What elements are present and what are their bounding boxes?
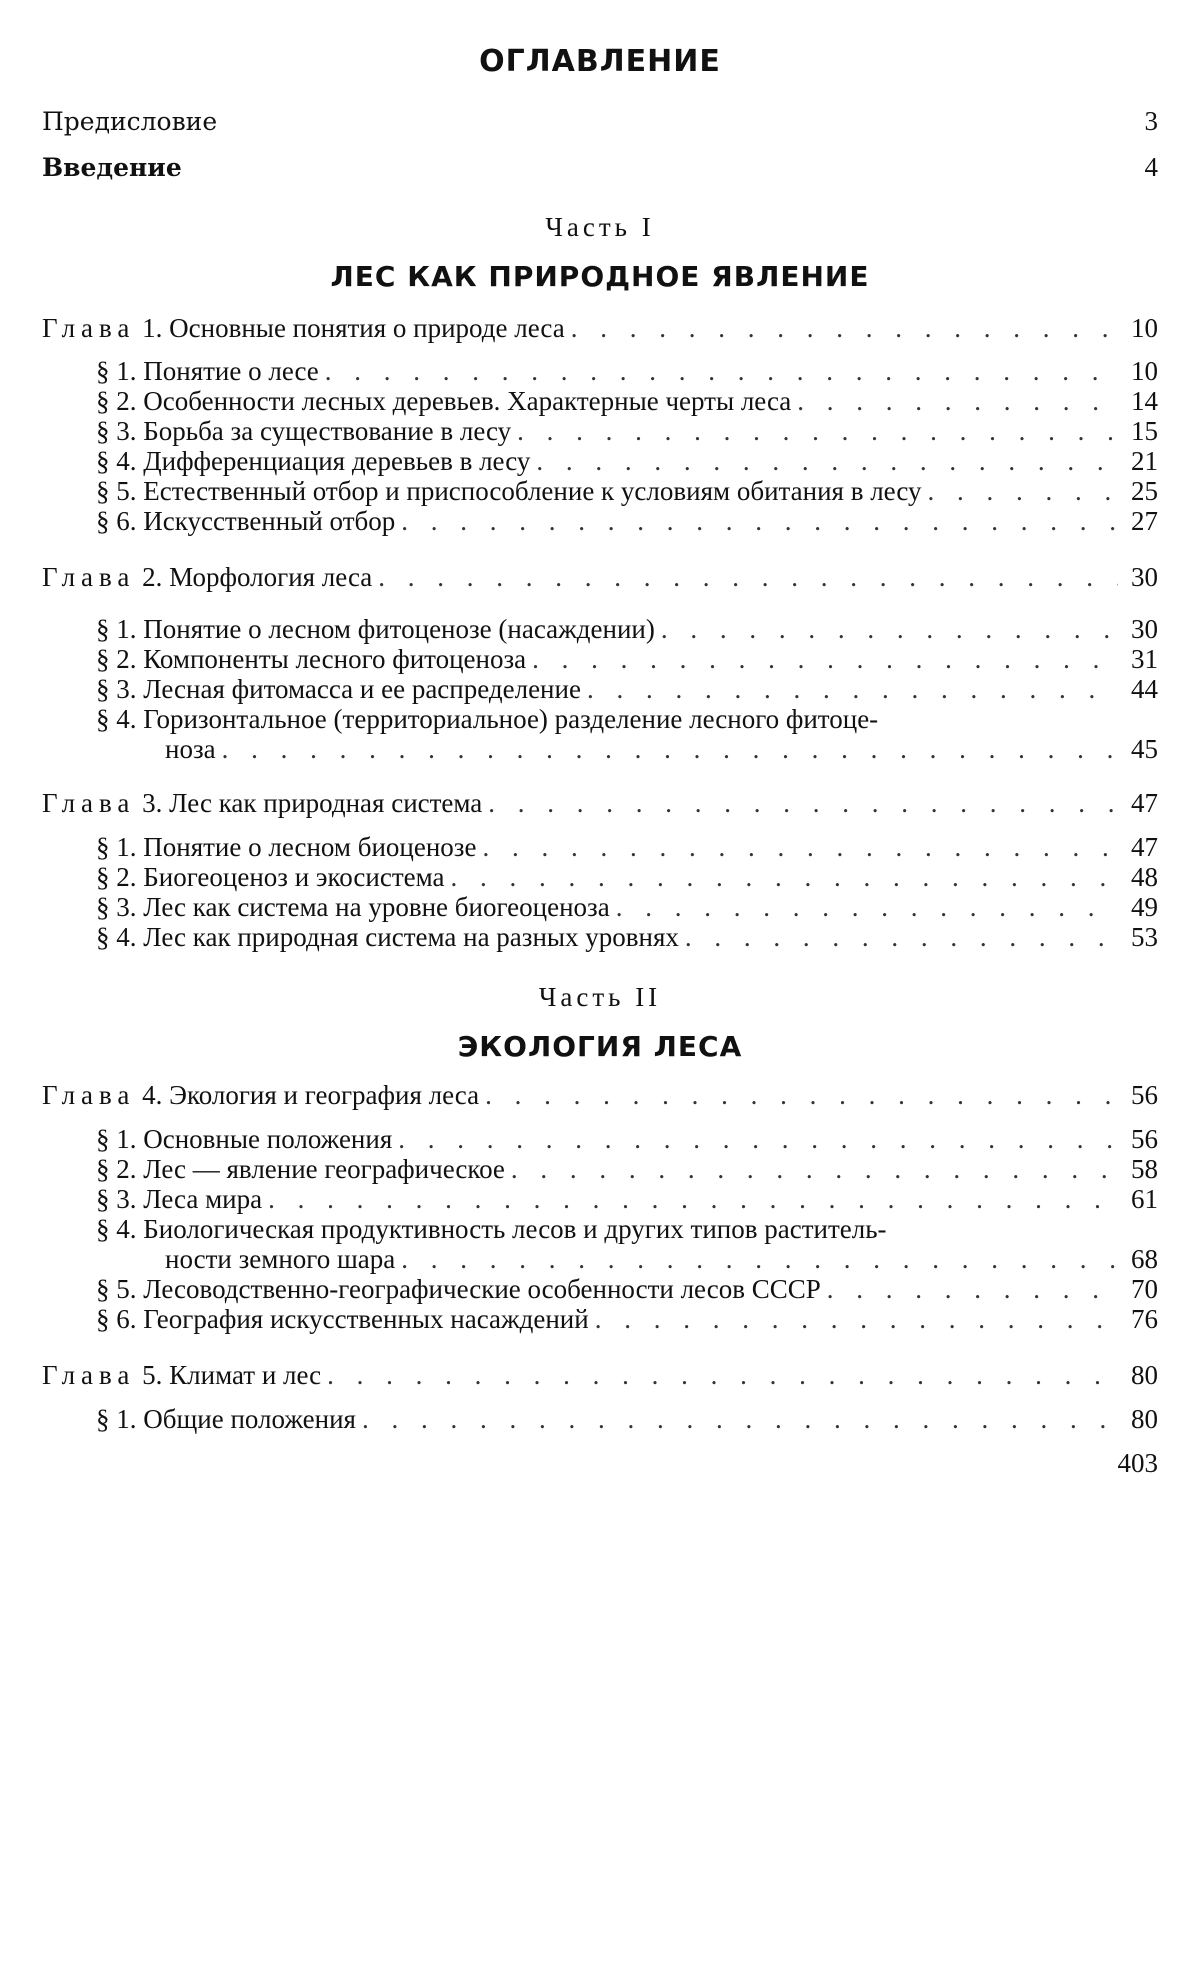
entry-page: 10 [1131,356,1158,386]
entry-label: ноза [165,734,216,764]
entry-page: 27 [1131,506,1158,536]
chapter-label: 5. Климат и лес [142,1360,322,1390]
toc-chapter-4[interactable] [42,1080,1158,1110]
entry-page: 68 [1131,1244,1158,1274]
entry-label: Введение [42,153,182,182]
part-label: Часть II [538,982,662,1012]
entry-page: 4 [1144,152,1158,182]
entry-label: § 3. Лесная фитомасса и ее распределение [96,674,581,704]
entry-label: § 1. Основные положения [96,1124,393,1154]
toc-section[interactable] [96,704,1158,734]
entry-label: § 1. Понятие о лесном биоценозе [96,832,477,862]
entry-page: 76 [1131,1304,1158,1334]
chapter-label: 1. Основные понятия о природе леса [142,313,565,343]
entry-label: § 2. Особенности лесных деревьев. Характерные черты леса [96,386,792,416]
toc-section[interactable] [96,1404,1158,1434]
entry-page: 53 [1131,922,1158,952]
toc-section[interactable] [96,892,1158,922]
toc-section[interactable] [96,1184,1158,1214]
toc-section[interactable] [96,1304,1158,1334]
entry-label: ности земного шара [165,1244,396,1274]
entry-page: 31 [1131,644,1158,674]
entry-label: § 5. Лесоводственно-географические особенности лесов СССР [96,1274,821,1304]
toc-section[interactable] [96,356,1158,386]
entry-page: 47 [1131,832,1158,862]
entry-label: § 6. География искусственных насаждений [96,1304,589,1334]
entry-page: 58 [1131,1154,1158,1184]
entry-page: 48 [1131,862,1158,892]
entry-page: 10 [1131,313,1158,343]
entry-label: § 3. Леса мира [96,1184,263,1214]
entry-label: § 6. Искусственный отбор [96,506,396,536]
entry-label: § 3. Лес как система на уровне биогеоценоза [96,892,610,922]
entry-label: § 5. Естественный отбор и приспособление к условиям обитания в лесу [96,476,922,506]
toc-section-continuation[interactable] [165,1244,1158,1274]
entry-page: 80 [1131,1404,1158,1434]
entry-page: 70 [1131,1274,1158,1304]
entry-page: 49 [1131,892,1158,922]
toc-section[interactable] [96,922,1158,952]
part-title: ЛЕС КАК ПРИРОДНОЕ ЯВЛЕНИЕ [330,260,870,293]
entry-label: § 4. Лес как природная система на разных уровнях [96,922,679,952]
entry-page: 56 [1131,1080,1158,1110]
chapter-prefix: Глава [42,562,136,592]
entry-page: 30 [1131,562,1158,592]
part-title: ЭКОЛОГИЯ ЛЕСА [457,1030,743,1063]
page-number: 403 [1117,1448,1158,1478]
entry-page: 14 [1131,386,1158,416]
entry-page: 44 [1131,674,1158,704]
chapter-prefix: Глава [42,788,136,818]
toc-chapter-2[interactable] [42,562,1158,592]
toc-section[interactable] [96,1154,1158,1184]
part-label: Часть I [545,212,655,242]
chapter-prefix: Глава [42,1080,136,1110]
toc-section[interactable] [96,674,1158,704]
chapter-label: 4. Экология и география леса [142,1080,480,1110]
toc-entry-introduction[interactable] [42,152,1158,183]
chapter-label: 2. Морфология леса [142,562,373,592]
toc-section[interactable] [96,644,1158,674]
toc-entry-preface[interactable] [42,106,1158,137]
entry-page: 56 [1131,1124,1158,1154]
toc-section[interactable] [96,476,1158,506]
toc-section[interactable] [96,1214,1158,1244]
entry-label: § 1. Понятие о лесном фитоценозе (насаждении) [96,614,655,644]
entry-page: 61 [1131,1184,1158,1214]
entry-label: § 2. Лес — явление географическое [96,1154,505,1184]
toc-section[interactable] [96,614,1158,644]
toc-chapter-1[interactable] [42,313,1158,343]
entry-label: Предисловие [42,107,218,136]
toc-section[interactable] [96,386,1158,416]
entry-label: § 4. Дифференциация деревьев в лесу [96,446,531,476]
entry-page: 25 [1131,476,1158,506]
entry-page: 80 [1131,1360,1158,1390]
toc-section[interactable] [96,446,1158,476]
entry-label: § 1. Общие положения [96,1404,356,1434]
page-title: ОГЛАВЛЕНИЕ [479,44,721,79]
toc-section[interactable] [96,1124,1158,1154]
toc-section[interactable] [96,862,1158,892]
chapter-label: 3. Лес как природная система [142,788,483,818]
toc-chapter-3[interactable] [42,788,1158,818]
toc-chapter-5[interactable] [42,1360,1158,1390]
entry-page: 15 [1131,416,1158,446]
toc-section[interactable] [96,416,1158,446]
entry-page: 3 [1144,106,1158,136]
entry-page: 30 [1131,614,1158,644]
entry-label: § 2. Биогеоценоз и экосистема [96,862,445,892]
entry-label: § 4. Биологическая продуктивность лесов и других типов раститель- [96,1214,887,1244]
entry-page: 45 [1131,734,1158,764]
entry-label: § 2. Компоненты лесного фитоценоза [96,644,527,674]
toc-section-continuation[interactable] [165,734,1158,764]
chapter-prefix: Глава [42,313,136,343]
entry-label: § 1. Понятие о лесе [96,356,319,386]
toc-section[interactable] [96,1274,1158,1304]
entry-label: § 4. Горизонтальное (территориальное) разделение лесного фитоце- [96,704,879,734]
entry-page: 21 [1131,446,1158,476]
toc-section[interactable] [96,832,1158,862]
entry-label: § 3. Борьба за существование в лесу [96,416,512,446]
entry-page: 47 [1131,788,1158,818]
chapter-prefix: Глава [42,1360,136,1390]
toc-section[interactable] [96,506,1158,536]
